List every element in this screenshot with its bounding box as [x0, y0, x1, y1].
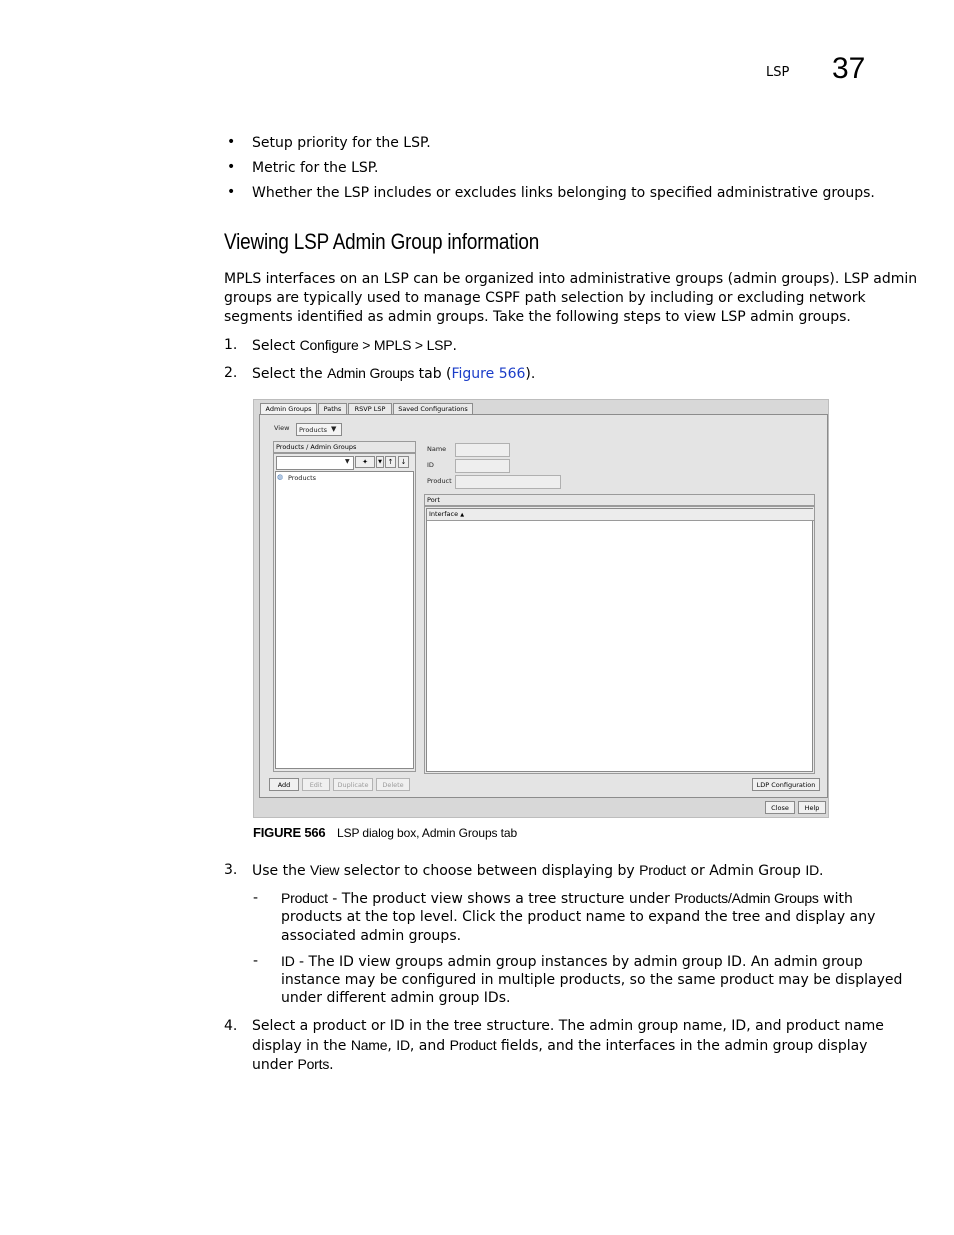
- step-text: fields, and the interfaces in the admin group display: [496, 1038, 868, 1054]
- chevron-down-icon: ▼: [331, 425, 337, 433]
- ui-term: Ports: [297, 1056, 330, 1072]
- bullet-marker: •: [227, 184, 236, 200]
- tree-panel-title: Products / Admin Groups: [273, 441, 416, 453]
- admin-groups-panel: [259, 414, 828, 798]
- step-text: display in the: [252, 1038, 351, 1054]
- ui-term: ID: [396, 1037, 410, 1053]
- interface-table[interactable]: [426, 508, 813, 772]
- tab-saved-configurations[interactable]: Saved Configurations: [393, 403, 473, 415]
- bullet-item: Metric for the LSP.: [252, 160, 379, 176]
- step-4-line: Select a product or ID in the tree structure. The admin group name, ID, and product name: [252, 1018, 884, 1034]
- chevron-down-icon: ▼: [345, 458, 350, 465]
- add-button[interactable]: Add: [269, 778, 299, 791]
- bullet-marker: •: [227, 159, 236, 175]
- move-up-icon[interactable]: ↑: [385, 456, 396, 468]
- tab-rsvp-lsp[interactable]: RSVP LSP: [348, 403, 392, 415]
- interface-column-label: Interface: [429, 510, 459, 518]
- figure-label: FIGURE 566: [253, 825, 326, 840]
- sub-product-line: associated admin groups.: [281, 928, 462, 944]
- step-text: or Admin Group: [686, 863, 806, 879]
- edit-button[interactable]: Edit: [302, 778, 330, 791]
- chevron-down-icon[interactable]: ▼: [376, 456, 384, 468]
- globe-icon: ◍: [277, 473, 284, 481]
- close-button[interactable]: Close: [765, 801, 795, 814]
- sub-product-line: products at the top level. Click the product name to expand the tree and display any: [281, 909, 876, 925]
- ui-term: ID: [281, 953, 295, 969]
- view-label: View: [274, 424, 290, 432]
- step-text: .: [452, 338, 457, 354]
- tree-panel: [273, 453, 416, 772]
- sub-id-line: instance may be configured in multiple products, so the same product may be displayed: [281, 972, 903, 988]
- tab-admin-groups[interactable]: Admin Groups: [260, 403, 317, 415]
- tree-item-products[interactable]: Products: [288, 474, 317, 482]
- step-text: tab (: [414, 366, 452, 382]
- step-number: 3.: [224, 862, 238, 878]
- bullet-item: Whether the LSP includes or excludes links belonging to specified administrative groups.: [252, 185, 875, 201]
- step-text: .: [818, 863, 824, 879]
- section-heading: Viewing LSP Admin Group information: [224, 229, 540, 254]
- sort-ascending-icon: ▲: [460, 512, 465, 518]
- step-text: under: [252, 1057, 298, 1073]
- step-text: selector to choose between displaying by: [339, 863, 640, 879]
- ui-term: Name: [350, 1037, 388, 1053]
- port-panel: [424, 506, 815, 774]
- name-field[interactable]: [455, 443, 510, 457]
- product-field[interactable]: [455, 475, 561, 489]
- bullet-item: Setup priority for the LSP.: [252, 135, 431, 151]
- step-text: - The product view shows a tree structure under: [327, 891, 675, 907]
- step-1: [252, 336, 457, 356]
- step-text: - The ID view groups admin group instances by admin group ID. An admin group: [294, 954, 863, 970]
- step-number: 1.: [224, 337, 238, 353]
- move-down-icon[interactable]: ↓: [398, 456, 409, 468]
- ui-term: View: [310, 862, 340, 878]
- id-field[interactable]: [455, 459, 510, 473]
- running-header-section: LSP: [766, 65, 790, 80]
- step-number: 2.: [224, 365, 238, 381]
- step-number: 4.: [224, 1018, 238, 1034]
- step-text: with: [818, 891, 853, 907]
- step-text: , and: [409, 1038, 450, 1054]
- step-text: ).: [525, 366, 536, 382]
- sub-product-line: [281, 889, 853, 909]
- step-4-line: [252, 1036, 867, 1056]
- chapter-number: 37: [832, 52, 866, 85]
- step-3: [252, 861, 823, 881]
- view-selector-value: Products: [299, 426, 328, 434]
- figure-caption: LSP dialog box, Admin Groups tab: [337, 826, 518, 840]
- tab-paths[interactable]: Paths: [318, 403, 347, 415]
- ui-term: Product: [449, 1037, 497, 1053]
- tree-filter-combo[interactable]: [276, 456, 354, 470]
- dash-marker: -: [253, 890, 259, 906]
- id-label: ID: [427, 461, 434, 469]
- sub-id-line: under different admin group IDs.: [281, 990, 511, 1006]
- ui-term: Products/Admin Groups: [674, 890, 819, 906]
- tab-name: Admin Groups: [327, 365, 415, 381]
- step-text: Use the: [252, 863, 311, 879]
- intro-line: MPLS interfaces on an LSP can be organized into administrative groups (admin groups). LSP admin: [224, 271, 918, 287]
- wand-icon[interactable]: ✦: [355, 456, 375, 468]
- delete-button[interactable]: Delete: [376, 778, 410, 791]
- step-text: .: [329, 1057, 334, 1073]
- bullet-marker: •: [227, 134, 236, 150]
- figure-link[interactable]: Figure 566: [451, 366, 526, 382]
- step-text: ,: [387, 1038, 397, 1054]
- product-label: Product: [427, 477, 452, 485]
- interface-column-header[interactable]: [427, 509, 814, 521]
- intro-line: segments identified as admin groups. Take the following steps to view LSP admin groups.: [224, 309, 851, 325]
- step-text: Select the: [252, 366, 328, 382]
- ldp-configuration-button[interactable]: LDP Configuration: [752, 778, 820, 791]
- name-label: Name: [427, 445, 447, 453]
- help-button[interactable]: Help: [798, 801, 826, 814]
- tree-view[interactable]: [275, 471, 414, 769]
- step-text: Select: [252, 338, 300, 354]
- ui-term: Product: [281, 890, 328, 906]
- lsp-dialog-screenshot: [253, 399, 829, 818]
- view-selector[interactable]: [296, 423, 342, 436]
- step-2: [252, 364, 535, 384]
- ui-term: Product: [639, 862, 686, 878]
- port-panel-title: Port: [424, 494, 815, 506]
- step-4-line: [252, 1055, 334, 1075]
- sub-id-line: [281, 952, 863, 972]
- dash-marker: -: [253, 953, 259, 969]
- intro-line: groups are typically used to manage CSPF path selection by including or excluding network: [224, 290, 866, 306]
- ui-term: ID: [805, 862, 819, 878]
- duplicate-button[interactable]: Duplicate: [333, 778, 373, 791]
- menu-path: Configure > MPLS > LSP: [299, 337, 453, 353]
